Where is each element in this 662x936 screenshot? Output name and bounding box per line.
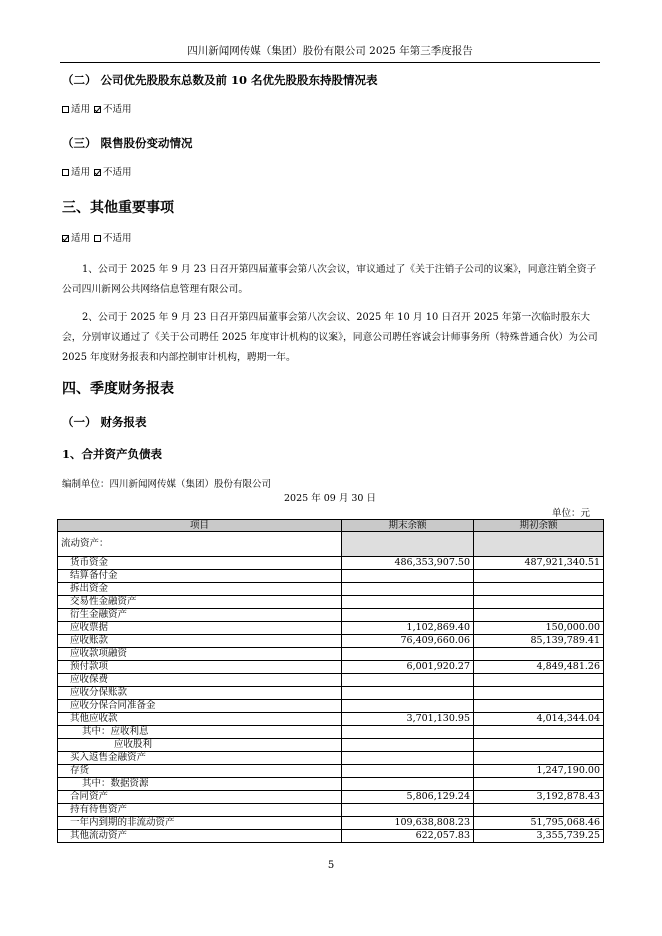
column-header-ending-balance: 期末余额 bbox=[342, 520, 474, 532]
row-label: 应收分保合同准备金 bbox=[58, 700, 342, 713]
table-row bbox=[58, 791, 604, 804]
beginning-balance-cell bbox=[474, 583, 604, 596]
ending-balance-cell bbox=[342, 687, 474, 700]
table-row bbox=[58, 804, 604, 817]
ending-balance-cell bbox=[342, 596, 474, 609]
checkbox-checked-icon bbox=[62, 235, 69, 242]
beginning-balance-cell: 150,000.00 bbox=[474, 622, 604, 635]
table-row bbox=[58, 532, 604, 557]
table-row bbox=[58, 778, 604, 791]
row-label: 结算备付金 bbox=[58, 570, 342, 583]
table-row bbox=[58, 622, 604, 635]
ending-balance-cell bbox=[342, 778, 474, 791]
checkbox-checked-icon bbox=[94, 106, 101, 113]
table-row bbox=[58, 765, 604, 778]
row-label: 应收票据 bbox=[58, 622, 342, 635]
ending-balance-cell bbox=[342, 739, 474, 752]
ending-balance-cell bbox=[342, 609, 474, 622]
column-header-beginning-balance: 期初余额 bbox=[474, 520, 604, 532]
ending-balance-cell bbox=[342, 765, 474, 778]
table-row bbox=[58, 700, 604, 713]
table-row bbox=[58, 557, 604, 570]
section-heading-quarterly-statements: 四、季度财务报表 bbox=[62, 381, 174, 397]
beginning-balance-cell bbox=[474, 804, 604, 817]
beginning-balance-cell: 85,139,789.41 bbox=[474, 635, 604, 648]
balance-sheet-table bbox=[57, 519, 604, 843]
ending-balance-cell: 5,806,129.24 bbox=[342, 791, 474, 804]
row-label: 应收账款 bbox=[58, 635, 342, 648]
row-label: 货币资金 bbox=[58, 557, 342, 570]
ending-balance-cell: 76,409,660.06 bbox=[342, 635, 474, 648]
beginning-balance-cell bbox=[474, 648, 604, 661]
beginning-balance-cell: 4,849,481.26 bbox=[474, 661, 604, 674]
row-label: 持有待售资产 bbox=[58, 804, 342, 817]
row-label: 应收分保账款 bbox=[58, 687, 342, 700]
beginning-balance-cell: 3,355,739.25 bbox=[474, 830, 604, 843]
ending-balance-cell bbox=[342, 583, 474, 596]
column-header-item: 项目 bbox=[58, 520, 342, 532]
checkbox-unchecked-icon bbox=[62, 169, 69, 176]
row-label: 拆出资金 bbox=[58, 583, 342, 596]
beginning-balance-cell: 51,795,068.46 bbox=[474, 817, 604, 830]
checkbox-unchecked-icon bbox=[94, 235, 101, 242]
ending-balance-cell: 486,353,907.50 bbox=[342, 557, 474, 570]
row-label: 一年内到期的非流动资产 bbox=[58, 817, 342, 830]
compiler-unit: 编制单位：四川新闻网传媒（集团）股份有限公司 bbox=[62, 479, 272, 490]
row-label: 应收保费 bbox=[58, 674, 342, 687]
table-row bbox=[58, 661, 604, 674]
ending-balance-cell: 3,701,130.95 bbox=[342, 713, 474, 726]
ending-balance-cell: 109,638,808.23 bbox=[342, 817, 474, 830]
table-row bbox=[58, 726, 604, 739]
beginning-balance-cell bbox=[474, 570, 604, 583]
section-heading-financial-statements: （一） 财务报表 bbox=[62, 415, 147, 429]
table-row bbox=[58, 739, 604, 752]
not-applicable-label: 不适用 bbox=[103, 167, 132, 178]
applicable-label: 适用 bbox=[71, 233, 91, 244]
row-label: 其中：数据资源 bbox=[58, 778, 342, 791]
beginning-balance-cell: 487,921,340.51 bbox=[474, 557, 604, 570]
table-row bbox=[58, 830, 604, 843]
ending-balance-cell bbox=[342, 532, 474, 557]
header-divider bbox=[60, 62, 600, 63]
beginning-balance-cell bbox=[474, 739, 604, 752]
ending-balance-cell: 622,057.83 bbox=[342, 830, 474, 843]
beginning-balance-cell bbox=[474, 700, 604, 713]
ending-balance-cell: 6,001,920.27 bbox=[342, 661, 474, 674]
page-number: 5 bbox=[327, 860, 335, 871]
section-heading-restricted-shares: （三） 限售股份变动情况 bbox=[62, 136, 193, 150]
beginning-balance-cell bbox=[474, 674, 604, 687]
applicability-line bbox=[62, 103, 132, 117]
beginning-balance-cell: 1,247,190.00 bbox=[474, 765, 604, 778]
table-header-row bbox=[58, 520, 604, 532]
table-row bbox=[58, 687, 604, 700]
checkbox-checked-icon bbox=[94, 169, 101, 176]
table-row bbox=[58, 713, 604, 726]
row-label: 应收款项融资 bbox=[58, 648, 342, 661]
table-row bbox=[58, 817, 604, 830]
not-applicable-label: 不适用 bbox=[103, 104, 132, 115]
page-header: 四川新闻网传媒（集团）股份有限公司 2025 年第三季度报告 bbox=[187, 45, 473, 57]
ending-balance-cell bbox=[342, 648, 474, 661]
row-label: 其他流动资产 bbox=[58, 830, 342, 843]
row-label: 衍生金融资产 bbox=[58, 609, 342, 622]
beginning-balance-cell bbox=[474, 752, 604, 765]
ending-balance-cell bbox=[342, 804, 474, 817]
beginning-balance-cell bbox=[474, 532, 604, 557]
other-matters-item-2: 2、公司于 2025 年 9 月 23 日召开第四届董事会第八次会议、2025 年 10 月 10 日召开 2025 年第一次临时股东大会，分别审议通过了《关于公司聘任 2025 年度审计机构的议案》，同意公司聘任容诚会计师事务所（特殊普通合伙）为公司 2025 年度财务报表和内部控制审计机构，聘期一年。 bbox=[62, 312, 598, 363]
beginning-balance-cell bbox=[474, 687, 604, 700]
section-heading-preferred-shareholders: （二） 公司优先股股东总数及前 10 名优先股股东持股情况表 bbox=[62, 73, 378, 87]
beginning-balance-cell: 4,014,344.04 bbox=[474, 713, 604, 726]
ending-balance-cell: 1,102,869.40 bbox=[342, 622, 474, 635]
row-label: 应收股利 bbox=[58, 739, 342, 752]
applicability-line bbox=[62, 166, 132, 180]
beginning-balance-cell bbox=[474, 596, 604, 609]
applicable-label: 适用 bbox=[71, 167, 91, 178]
row-label: 其中：应收利息 bbox=[58, 726, 342, 739]
table-row bbox=[58, 609, 604, 622]
row-label: 流动资产： bbox=[58, 532, 342, 557]
table-row bbox=[58, 583, 604, 596]
beginning-balance-cell bbox=[474, 778, 604, 791]
table-row bbox=[58, 648, 604, 661]
applicability-line bbox=[62, 232, 132, 246]
row-label: 存货 bbox=[58, 765, 342, 778]
beginning-balance-cell: 3,192,878.43 bbox=[474, 791, 604, 804]
ending-balance-cell bbox=[342, 674, 474, 687]
table-row bbox=[58, 635, 604, 648]
ending-balance-cell bbox=[342, 570, 474, 583]
table-row bbox=[58, 674, 604, 687]
table-row bbox=[58, 596, 604, 609]
not-applicable-label: 不适用 bbox=[103, 233, 132, 244]
row-label: 合同资产 bbox=[58, 791, 342, 804]
report-date: 2025 年 09 月 30 日 bbox=[284, 493, 376, 504]
row-label: 预付款项 bbox=[58, 661, 342, 674]
ending-balance-cell bbox=[342, 700, 474, 713]
table-row bbox=[58, 570, 604, 583]
other-matters-item-1: 1、公司于 2025 年 9 月 23 日召开第四届董事会第八次会议，审议通过了《关于注销子公司的议案》，同意注销全资子公司四川新网公共网络信息管理有限公司。 bbox=[62, 264, 597, 295]
applicable-label: 适用 bbox=[71, 104, 91, 115]
row-label: 其他应收款 bbox=[58, 713, 342, 726]
row-label: 买入返售金融资产 bbox=[58, 752, 342, 765]
table-row bbox=[58, 752, 604, 765]
currency-unit: 单位：元 bbox=[551, 508, 590, 519]
beginning-balance-cell bbox=[474, 726, 604, 739]
beginning-balance-cell bbox=[474, 609, 604, 622]
ending-balance-cell bbox=[342, 752, 474, 765]
section-heading-balance-sheet: 1、合并资产负债表 bbox=[62, 447, 163, 461]
row-label: 交易性金融资产 bbox=[58, 596, 342, 609]
ending-balance-cell bbox=[342, 726, 474, 739]
section-heading-other-matters: 三、其他重要事项 bbox=[62, 200, 174, 216]
checkbox-unchecked-icon bbox=[62, 106, 69, 113]
